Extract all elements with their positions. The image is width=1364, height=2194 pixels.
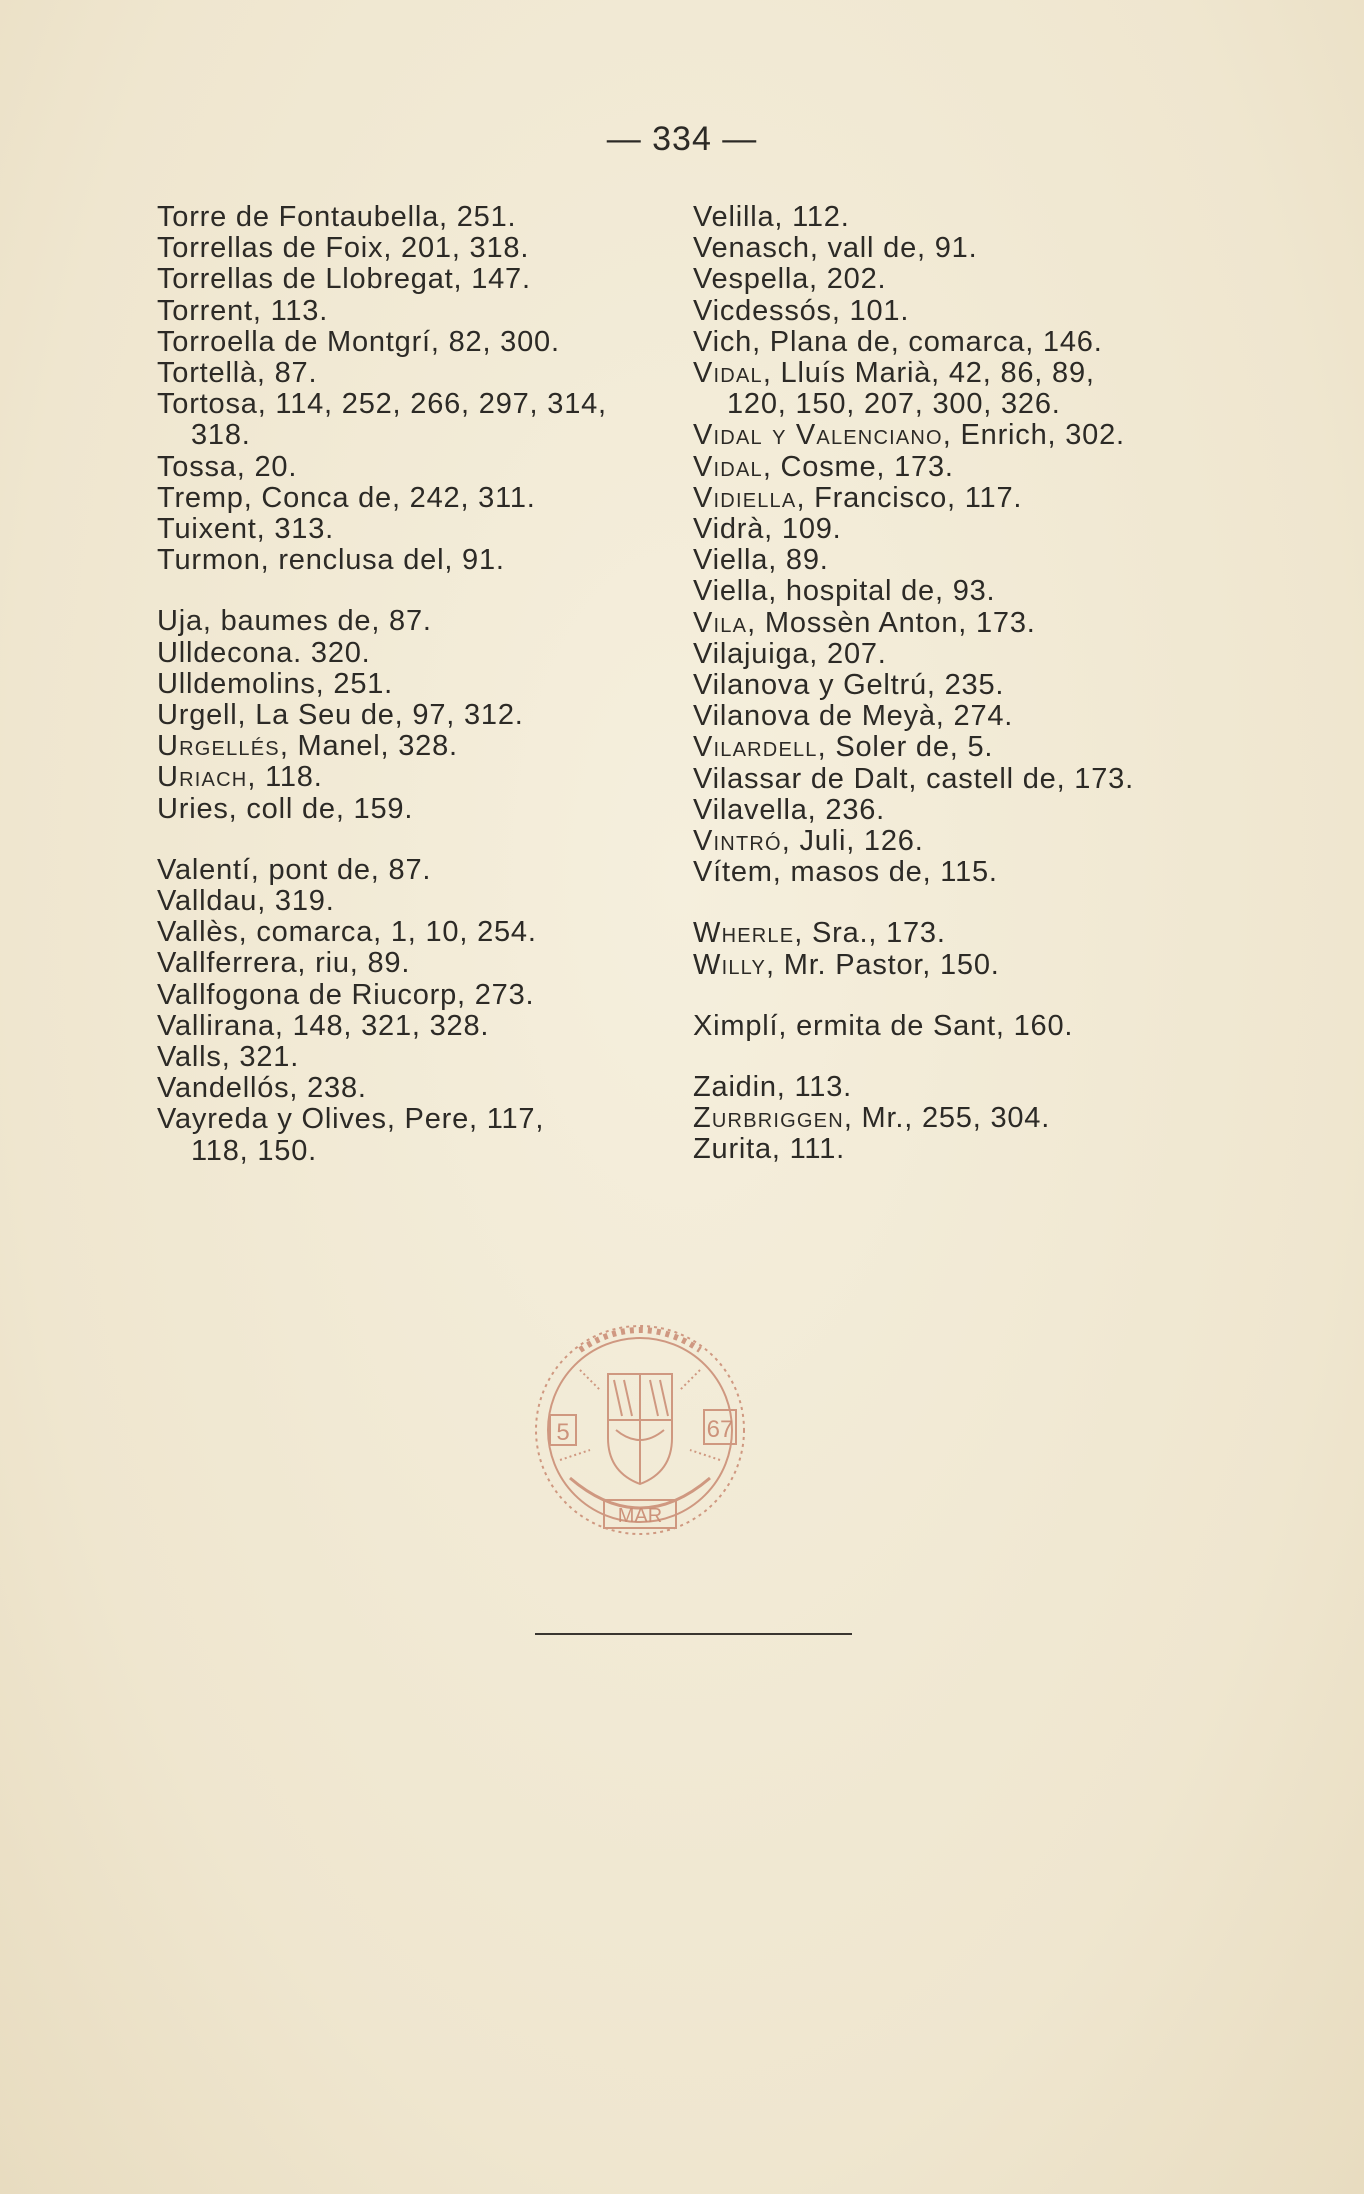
entry-continuation: 318. (191, 419, 251, 452)
entry-text: , Lluís Marià, 42, 86, 89, (762, 357, 1095, 390)
entry-person-name: Willy (693, 948, 767, 981)
index-entry (157, 1073, 677, 1104)
entry-text: Vallirana, 148, 321, 328. (157, 1009, 490, 1042)
index-entry (157, 202, 677, 233)
index-entry (693, 1011, 1213, 1042)
index-entry (157, 264, 677, 295)
entry-text: , Mr. Pastor, 150. (766, 948, 1000, 981)
entry-person-name: Vidal (693, 450, 763, 483)
entry-text: Torre de Fontaubella, 251. (157, 201, 517, 233)
entry-person-name: Uriach (157, 761, 248, 794)
index-entry (693, 639, 1213, 670)
stamp-left-number: 5 (556, 1419, 570, 1446)
page-number: — 334 — (606, 120, 758, 158)
entry-text: , Sra., 173. (794, 917, 946, 950)
entry-text: Valldau, 319. (157, 885, 335, 918)
index-entry (157, 296, 677, 327)
index-entry (157, 700, 677, 731)
entry-text: Uja, baumes de, 87. (157, 605, 432, 638)
entry-text: Tuixent, 313. (157, 513, 334, 546)
index-entry (693, 1103, 1213, 1134)
index-entry (157, 669, 677, 700)
index-entry (157, 483, 677, 514)
index-entry (157, 452, 677, 483)
index-entry (157, 762, 677, 793)
entry-text: , Cosme, 173. (762, 450, 954, 483)
entry-text: , Mr., 255, 304. (843, 1102, 1051, 1135)
index-entry (157, 1104, 677, 1166)
index-entry (693, 857, 1213, 888)
index-entry (157, 1042, 677, 1073)
index-entry (157, 545, 677, 576)
index-entry (157, 327, 677, 358)
entry-text: Urgell, La Seu de, 97, 312. (157, 699, 524, 732)
index-entry (693, 514, 1213, 545)
entry-text: Turmon, renclusa del, 91. (157, 544, 505, 577)
entry-text: Ulldemolins, 251. (157, 667, 394, 700)
entry-text: Vicdessós, 101. (693, 294, 910, 327)
entry-person-name: Wherle (693, 917, 795, 950)
index-entry (693, 1072, 1213, 1103)
entry-text: Vilassar de Dalt, castell de, 173. (693, 762, 1134, 795)
index-entry (693, 670, 1213, 701)
index-entry (157, 886, 677, 917)
entry-text: , Francisco, 117. (796, 481, 1023, 514)
entry-person-name: Vintró (693, 825, 782, 858)
index-entry (157, 731, 677, 762)
index-entry (693, 795, 1213, 826)
entry-text: , Soler de, 5. (817, 731, 994, 764)
section-gap (157, 576, 677, 606)
section-gap (693, 981, 1213, 1011)
index-entry (693, 1134, 1213, 1165)
entry-text: Torrent, 113. (157, 294, 329, 327)
entry-text: Vítem, masos de, 115. (693, 856, 998, 889)
entry-text: Viella, hospital de, 93. (693, 575, 996, 608)
index-entry (693, 233, 1213, 264)
entry-person-name: Vidal y Valenciano (693, 419, 943, 452)
index-entry (693, 264, 1213, 295)
index-entry (157, 1011, 677, 1042)
entry-text: , Mossèn Anton, 173. (747, 606, 1036, 639)
index-entry (693, 420, 1213, 451)
end-rule (535, 1633, 852, 1635)
entry-text: Torrellas de Llobregat, 147. (157, 263, 531, 296)
entry-text: Viella, 89. (693, 544, 829, 577)
index-entry (693, 576, 1213, 607)
index-entry (157, 606, 677, 637)
entry-text: Valls, 321. (157, 1041, 300, 1074)
index-column-right (693, 202, 1213, 1166)
entry-text: Uries, coll de, 159. (157, 792, 414, 825)
index-entry (157, 389, 677, 451)
entry-text: Tortosa, 114, 252, 266, 297, 314, (157, 388, 607, 421)
index-entry (157, 514, 677, 545)
index-entry (693, 202, 1213, 233)
index-entry (693, 764, 1213, 795)
index-column-left (157, 202, 677, 1167)
index-entry (157, 980, 677, 1011)
index-entry (157, 638, 677, 669)
entry-text: Ulldecona. 320. (157, 636, 371, 669)
index-entry (157, 855, 677, 886)
entry-text: Velilla, 112. (693, 201, 850, 233)
entry-person-name: Urgellés (157, 730, 280, 763)
entry-text: Ximplí, ermita de Sant, 160. (693, 1009, 1074, 1042)
index-entry (693, 732, 1213, 763)
library-seal-icon (520, 1310, 760, 1550)
index-entry (693, 296, 1213, 327)
index-entry (693, 358, 1213, 420)
entry-text: Vidrà, 109. (693, 513, 842, 546)
entry-text: Venasch, vall de, 91. (693, 232, 978, 265)
entry-person-name: Vidiella (693, 481, 797, 514)
entry-person-name: Vidal (693, 357, 763, 390)
entry-text: Vilavella, 236. (693, 793, 886, 826)
entry-text: Vespella, 202. (693, 263, 887, 296)
stamp-bottom-text: MAR (617, 1505, 663, 1527)
entry-text: Torrellas de Foix, 201, 318. (157, 232, 530, 265)
entry-text: Valentí, pont de, 87. (157, 853, 432, 886)
entry-text: Tremp, Conca de, 242, 311. (157, 481, 536, 514)
index-entry (693, 545, 1213, 576)
entry-text: Vallès, comarca, 1, 10, 254. (157, 916, 537, 949)
index-entry (157, 917, 677, 948)
entry-text: Vilajuiga, 207. (693, 637, 887, 670)
index-entry (693, 483, 1213, 514)
entry-text: Zaidin, 113. (693, 1071, 852, 1104)
entry-continuation: 120, 150, 207, 300, 326. (727, 388, 1061, 421)
stamp-right-number: 67 (706, 1416, 734, 1443)
index-entry (157, 794, 677, 825)
entry-text: Tossa, 20. (157, 450, 298, 483)
section-gap (693, 888, 1213, 918)
entry-text: Vandellós, 238. (157, 1072, 367, 1105)
entry-text: Torroella de Montgrí, 82, 300. (157, 325, 560, 358)
index-entry (693, 950, 1213, 981)
section-gap (693, 1042, 1213, 1072)
entry-text: , 118. (247, 761, 323, 794)
entry-person-name: Vila (693, 606, 748, 639)
entry-text: Vilanova de Meyà, 274. (693, 700, 1014, 733)
index-entry (157, 948, 677, 979)
entry-text: , Juli, 126. (781, 825, 924, 858)
entry-text: Vilanova y Geltrú, 235. (693, 669, 1005, 702)
entry-continuation: 118, 150. (191, 1134, 317, 1167)
index-entry (157, 358, 677, 389)
index-entry (693, 701, 1213, 732)
entry-text: Vallfogona de Riucorp, 273. (157, 978, 535, 1011)
entry-text: Vich, Plana de, comarca, 146. (693, 325, 1103, 358)
entry-text: , Manel, 328. (279, 730, 458, 763)
index-entry (693, 452, 1213, 483)
entry-text: Vayreda y Olives, Pere, 117, (157, 1103, 545, 1136)
entry-person-name: Vilardell (693, 731, 818, 764)
entry-text: Tortellà, 87. (157, 357, 318, 390)
index-entry (693, 826, 1213, 857)
entry-person-name: Zurbriggen (693, 1102, 844, 1135)
entry-text: Vallferrera, riu, 89. (157, 947, 411, 980)
entry-text: , Enrich, 302. (942, 419, 1125, 452)
index-entry (693, 918, 1213, 949)
index-entry (693, 608, 1213, 639)
index-entry (693, 327, 1213, 358)
index-entry (157, 233, 677, 264)
section-gap (157, 825, 677, 855)
entry-text: Zurita, 111. (693, 1133, 845, 1166)
